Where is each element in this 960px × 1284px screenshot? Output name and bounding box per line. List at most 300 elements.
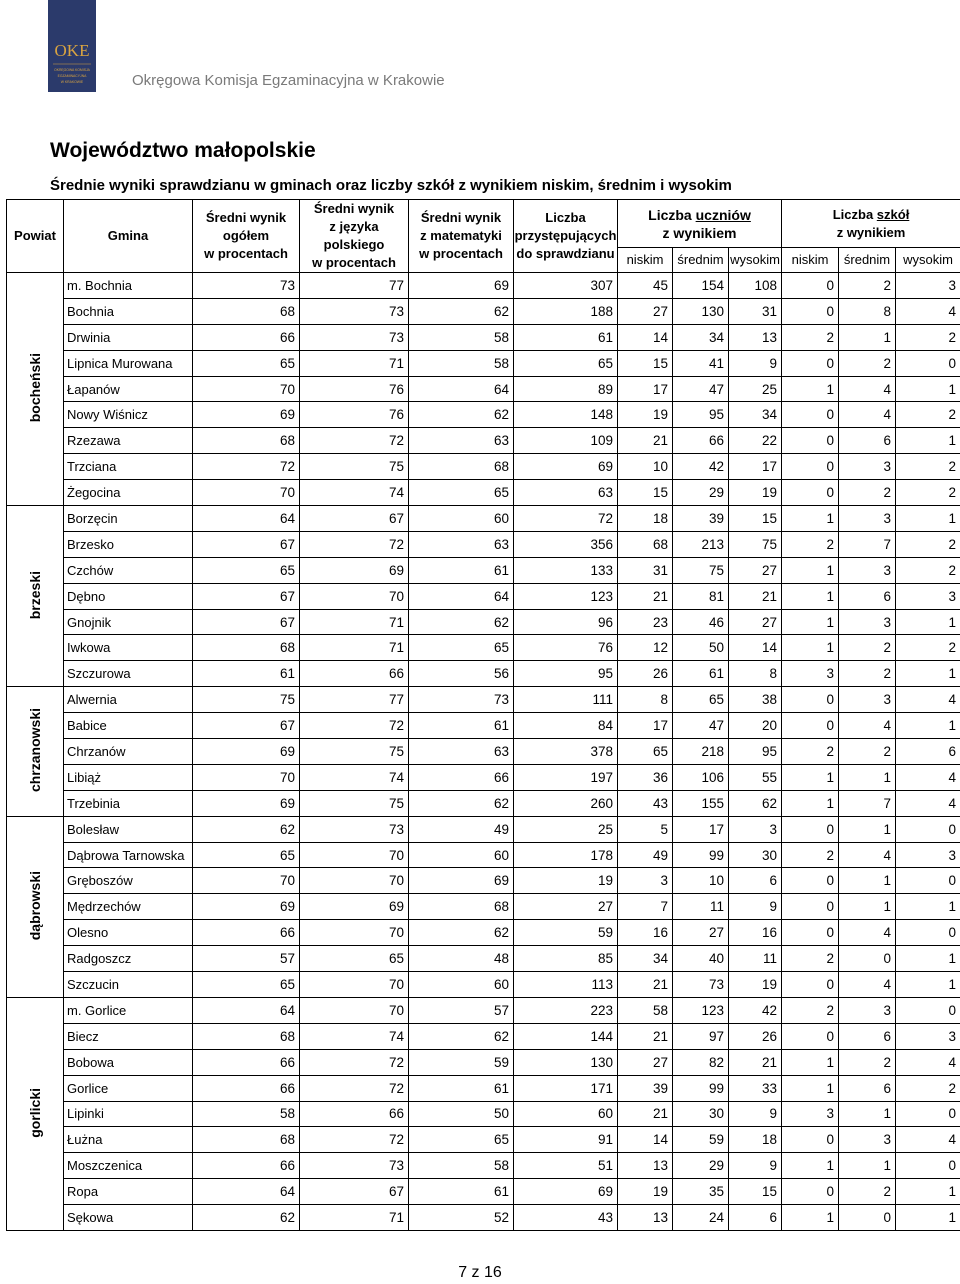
value-cell: 73 — [409, 687, 514, 713]
value-cell: 19 — [514, 868, 618, 894]
value-cell: 43 — [514, 1205, 618, 1231]
value-cell: 65 — [193, 557, 300, 583]
value-cell: 57 — [409, 997, 514, 1023]
value-cell: 155 — [673, 790, 729, 816]
gmina-name: Biecz — [64, 1023, 193, 1049]
svg-text:EGZAMINACYJNA: EGZAMINACYJNA — [57, 74, 87, 78]
gmina-name: Nowy Wiśnicz — [64, 402, 193, 428]
value-cell: 62 — [409, 1023, 514, 1049]
gmina-name: Ropa — [64, 1179, 193, 1205]
value-cell: 2 — [896, 531, 960, 557]
value-cell: 0 — [896, 868, 960, 894]
value-cell: 27 — [729, 609, 782, 635]
value-cell: 62 — [409, 920, 514, 946]
subheader-schools-mid: średnim — [839, 248, 896, 273]
value-cell: 4 — [896, 1127, 960, 1153]
value-cell: 73 — [193, 273, 300, 299]
value-cell: 62 — [409, 402, 514, 428]
value-cell: 0 — [782, 454, 839, 480]
powiat-cell — [7, 273, 64, 506]
gmina-name: Łużna — [64, 1127, 193, 1153]
value-cell: 4 — [839, 972, 896, 998]
gmina-name: Czchów — [64, 557, 193, 583]
value-cell: 69 — [193, 894, 300, 920]
value-cell: 4 — [896, 687, 960, 713]
table-row — [7, 1101, 960, 1127]
value-cell: 66 — [300, 661, 409, 687]
value-cell: 0 — [896, 1153, 960, 1179]
value-cell: 39 — [618, 1075, 673, 1101]
value-cell: 84 — [514, 713, 618, 739]
value-cell: 65 — [409, 480, 514, 506]
value-cell: 29 — [673, 480, 729, 506]
value-cell: 74 — [300, 480, 409, 506]
value-cell: 72 — [300, 531, 409, 557]
value-cell: 1 — [896, 376, 960, 402]
value-cell: 4 — [839, 842, 896, 868]
value-cell: 3 — [782, 1101, 839, 1127]
value-cell: 75 — [673, 557, 729, 583]
table-row — [7, 764, 960, 790]
value-cell: 75 — [300, 739, 409, 765]
value-cell: 67 — [193, 713, 300, 739]
subheader-students-mid: średnim — [673, 248, 729, 273]
value-cell: 21 — [618, 583, 673, 609]
value-cell: 21 — [618, 1023, 673, 1049]
value-cell: 36 — [618, 764, 673, 790]
value-cell: 9 — [729, 894, 782, 920]
value-cell: 51 — [514, 1153, 618, 1179]
value-cell: 61 — [673, 661, 729, 687]
value-cell: 21 — [729, 1049, 782, 1075]
value-cell: 1 — [839, 1101, 896, 1127]
value-cell: 0 — [782, 868, 839, 894]
value-cell: 1 — [839, 324, 896, 350]
value-cell: 378 — [514, 739, 618, 765]
value-cell: 62 — [409, 298, 514, 324]
gmina-name: m. Gorlice — [64, 997, 193, 1023]
value-cell: 1 — [896, 894, 960, 920]
powiat-cell — [7, 997, 64, 1230]
value-cell: 144 — [514, 1023, 618, 1049]
value-cell: 30 — [729, 842, 782, 868]
value-cell: 2 — [896, 480, 960, 506]
value-cell: 16 — [729, 920, 782, 946]
value-cell: 76 — [514, 635, 618, 661]
value-cell: 13 — [618, 1153, 673, 1179]
gmina-name: Bochnia — [64, 298, 193, 324]
table-row — [7, 997, 960, 1023]
value-cell: 65 — [193, 842, 300, 868]
value-cell: 27 — [729, 557, 782, 583]
value-cell: 42 — [729, 997, 782, 1023]
subheader-students-low: niskim — [618, 248, 673, 273]
value-cell: 14 — [618, 1127, 673, 1153]
value-cell: 19 — [729, 972, 782, 998]
value-cell: 1 — [782, 1075, 839, 1101]
value-cell: 52 — [409, 1205, 514, 1231]
value-cell: 197 — [514, 764, 618, 790]
gmina-name: Chrzanów — [64, 739, 193, 765]
value-cell: 260 — [514, 790, 618, 816]
value-cell: 1 — [896, 946, 960, 972]
value-cell: 25 — [729, 376, 782, 402]
value-cell: 68 — [193, 1127, 300, 1153]
value-cell: 123 — [514, 583, 618, 609]
value-cell: 70 — [300, 920, 409, 946]
value-cell: 307 — [514, 273, 618, 299]
header-students: Liczba uczniów z wynikiem — [618, 200, 782, 248]
value-cell: 4 — [839, 920, 896, 946]
powiat-name: gorlicki — [27, 1087, 43, 1138]
value-cell: 62 — [409, 609, 514, 635]
value-cell: 1 — [839, 1153, 896, 1179]
value-cell: 0 — [782, 920, 839, 946]
value-cell: 70 — [300, 972, 409, 998]
value-cell: 0 — [896, 350, 960, 376]
value-cell: 23 — [618, 609, 673, 635]
value-cell: 0 — [896, 920, 960, 946]
value-cell: 7 — [618, 894, 673, 920]
value-cell: 59 — [514, 920, 618, 946]
value-cell: 16 — [618, 920, 673, 946]
table-row — [7, 790, 960, 816]
value-cell: 69 — [193, 402, 300, 428]
value-cell: 4 — [896, 764, 960, 790]
value-cell: 0 — [782, 273, 839, 299]
value-cell: 68 — [193, 1023, 300, 1049]
value-cell: 40 — [673, 946, 729, 972]
value-cell: 3 — [839, 506, 896, 532]
gmina-name: Moszczenica — [64, 1153, 193, 1179]
table-row — [7, 842, 960, 868]
header-avg-math: Średni wynik z matematyki w procentach — [409, 200, 514, 273]
value-cell: 223 — [514, 997, 618, 1023]
value-cell: 65 — [514, 350, 618, 376]
value-cell: 2 — [782, 997, 839, 1023]
value-cell: 74 — [300, 764, 409, 790]
table-row — [7, 480, 960, 506]
gmina-name: Szczurowa — [64, 661, 193, 687]
value-cell: 8 — [729, 661, 782, 687]
value-cell: 68 — [193, 428, 300, 454]
value-cell: 4 — [896, 1049, 960, 1075]
value-cell: 213 — [673, 531, 729, 557]
value-cell: 2 — [896, 324, 960, 350]
gmina-name: Iwkowa — [64, 635, 193, 661]
value-cell: 19 — [618, 402, 673, 428]
value-cell: 2 — [782, 324, 839, 350]
value-cell: 58 — [618, 997, 673, 1023]
value-cell: 0 — [782, 894, 839, 920]
value-cell: 69 — [300, 894, 409, 920]
value-cell: 58 — [409, 324, 514, 350]
value-cell: 1 — [896, 609, 960, 635]
value-cell: 68 — [618, 531, 673, 557]
value-cell: 106 — [673, 764, 729, 790]
value-cell: 61 — [514, 324, 618, 350]
value-cell: 62 — [729, 790, 782, 816]
value-cell: 19 — [618, 1179, 673, 1205]
value-cell: 61 — [409, 713, 514, 739]
value-cell: 34 — [618, 946, 673, 972]
value-cell: 15 — [618, 480, 673, 506]
header-avg-total: Średni wynik ogółem w procentach — [193, 200, 300, 273]
value-cell: 7 — [839, 531, 896, 557]
value-cell: 89 — [514, 376, 618, 402]
value-cell: 75 — [300, 790, 409, 816]
value-cell: 1 — [782, 1049, 839, 1075]
table-row — [7, 946, 960, 972]
value-cell: 1 — [782, 376, 839, 402]
gmina-name: Borzęcin — [64, 506, 193, 532]
value-cell: 25 — [514, 816, 618, 842]
value-cell: 72 — [300, 1127, 409, 1153]
table-row — [7, 583, 960, 609]
value-cell: 55 — [729, 764, 782, 790]
table-row — [7, 376, 960, 402]
gmina-name: Żegocina — [64, 480, 193, 506]
organization-name: Okręgowa Komisja Egzaminacyjna w Krakowie — [132, 72, 445, 89]
value-cell: 58 — [409, 350, 514, 376]
value-cell: 26 — [729, 1023, 782, 1049]
value-cell: 6 — [729, 868, 782, 894]
value-cell: 0 — [896, 997, 960, 1023]
value-cell: 6 — [839, 1075, 896, 1101]
value-cell: 18 — [618, 506, 673, 532]
powiat-cell — [7, 687, 64, 816]
table-row — [7, 454, 960, 480]
value-cell: 0 — [782, 713, 839, 739]
value-cell: 1 — [782, 1153, 839, 1179]
powiat-cell — [7, 506, 64, 687]
value-cell: 27 — [514, 894, 618, 920]
value-cell: 3 — [896, 1023, 960, 1049]
value-cell: 68 — [193, 298, 300, 324]
value-cell: 2 — [896, 557, 960, 583]
table-row — [7, 350, 960, 376]
value-cell: 1 — [896, 661, 960, 687]
value-cell: 13 — [729, 324, 782, 350]
table-row — [7, 273, 960, 299]
value-cell: 5 — [618, 816, 673, 842]
value-cell: 1 — [782, 635, 839, 661]
value-cell: 62 — [193, 816, 300, 842]
table-row — [7, 1153, 960, 1179]
svg-text:W KRAKOWIE: W KRAKOWIE — [60, 80, 84, 84]
table-row — [7, 402, 960, 428]
value-cell: 0 — [896, 1101, 960, 1127]
value-cell: 69 — [514, 1179, 618, 1205]
table-body — [7, 273, 960, 1231]
value-cell: 72 — [300, 1049, 409, 1075]
value-cell: 71 — [300, 609, 409, 635]
header-schools: Liczba szkół z wynikiem — [782, 200, 960, 248]
value-cell: 1 — [896, 506, 960, 532]
value-cell: 4 — [839, 376, 896, 402]
header-avg-polish: Średni wynik z języka polskiego w procentach — [300, 200, 409, 273]
value-cell: 4 — [839, 402, 896, 428]
value-cell: 1 — [896, 428, 960, 454]
value-cell: 21 — [729, 583, 782, 609]
table-row — [7, 739, 960, 765]
gmina-name: Rzezawa — [64, 428, 193, 454]
value-cell: 96 — [514, 609, 618, 635]
value-cell: 20 — [729, 713, 782, 739]
value-cell: 58 — [193, 1101, 300, 1127]
value-cell: 2 — [782, 739, 839, 765]
value-cell: 74 — [300, 1023, 409, 1049]
powiat-name: chrzanowski — [27, 707, 43, 792]
value-cell: 43 — [618, 790, 673, 816]
value-cell: 30 — [673, 1101, 729, 1127]
value-cell: 108 — [729, 273, 782, 299]
subheader-students-high: wysokim — [729, 248, 782, 273]
value-cell: 39 — [673, 506, 729, 532]
table-row — [7, 868, 960, 894]
value-cell: 2 — [896, 454, 960, 480]
table-row — [7, 1049, 960, 1075]
gmina-name: Dębno — [64, 583, 193, 609]
value-cell: 154 — [673, 273, 729, 299]
value-cell: 14 — [729, 635, 782, 661]
table-row — [7, 1205, 960, 1231]
value-cell: 21 — [618, 972, 673, 998]
value-cell: 72 — [514, 506, 618, 532]
value-cell: 70 — [300, 997, 409, 1023]
value-cell: 3 — [839, 454, 896, 480]
value-cell: 0 — [782, 298, 839, 324]
value-cell: 2 — [839, 350, 896, 376]
subheader-schools-low: niskim — [782, 248, 839, 273]
value-cell: 6 — [839, 583, 896, 609]
results-table — [6, 199, 960, 1231]
value-cell: 2 — [896, 1075, 960, 1101]
value-cell: 26 — [618, 661, 673, 687]
value-cell: 0 — [782, 480, 839, 506]
value-cell: 2 — [782, 842, 839, 868]
value-cell: 1 — [839, 764, 896, 790]
value-cell: 0 — [782, 972, 839, 998]
svg-text:OKE: OKE — [54, 41, 90, 60]
value-cell: 72 — [300, 428, 409, 454]
value-cell: 65 — [673, 687, 729, 713]
value-cell: 15 — [729, 506, 782, 532]
value-cell: 57 — [193, 946, 300, 972]
value-cell: 18 — [729, 1127, 782, 1153]
value-cell: 1 — [896, 1179, 960, 1205]
value-cell: 49 — [618, 842, 673, 868]
value-cell: 61 — [193, 661, 300, 687]
value-cell: 63 — [409, 531, 514, 557]
value-cell: 61 — [409, 1179, 514, 1205]
gmina-name: Lipnica Murowana — [64, 350, 193, 376]
value-cell: 21 — [618, 428, 673, 454]
powiat-name: brzeski — [27, 570, 43, 619]
value-cell: 67 — [300, 506, 409, 532]
value-cell: 1 — [896, 1205, 960, 1231]
header-powiat: Powiat — [7, 200, 64, 273]
value-cell: 0 — [782, 1023, 839, 1049]
value-cell: 2 — [896, 402, 960, 428]
gmina-name: Dąbrowa Tarnowska — [64, 842, 193, 868]
value-cell: 1 — [782, 557, 839, 583]
value-cell: 27 — [673, 920, 729, 946]
value-cell: 4 — [839, 713, 896, 739]
value-cell: 69 — [193, 739, 300, 765]
gmina-name: Bobowa — [64, 1049, 193, 1075]
value-cell: 2 — [839, 661, 896, 687]
table-row — [7, 920, 960, 946]
value-cell: 73 — [673, 972, 729, 998]
value-cell: 41 — [673, 350, 729, 376]
gmina-name: Łapanów — [64, 376, 193, 402]
value-cell: 75 — [193, 687, 300, 713]
table-row — [7, 972, 960, 998]
value-cell: 3 — [782, 661, 839, 687]
value-cell: 77 — [300, 687, 409, 713]
value-cell: 71 — [300, 350, 409, 376]
value-cell: 111 — [514, 687, 618, 713]
value-cell: 69 — [514, 454, 618, 480]
value-cell: 1 — [839, 894, 896, 920]
page-number: 7 z 16 — [458, 1264, 502, 1281]
value-cell: 15 — [729, 1179, 782, 1205]
value-cell: 3 — [896, 842, 960, 868]
value-cell: 67 — [193, 583, 300, 609]
value-cell: 9 — [729, 350, 782, 376]
gmina-name: Brzesko — [64, 531, 193, 557]
header-gmina: Gmina — [64, 200, 193, 273]
value-cell: 1 — [896, 972, 960, 998]
table-row — [7, 1075, 960, 1101]
value-cell: 59 — [409, 1049, 514, 1075]
value-cell: 31 — [729, 298, 782, 324]
value-cell: 62 — [193, 1205, 300, 1231]
value-cell: 24 — [673, 1205, 729, 1231]
powiat-name: dąbrowski — [27, 870, 43, 940]
value-cell: 66 — [193, 920, 300, 946]
value-cell: 2 — [896, 635, 960, 661]
value-cell: 69 — [300, 557, 409, 583]
value-cell: 2 — [839, 273, 896, 299]
gmina-name: Olesno — [64, 920, 193, 946]
value-cell: 68 — [193, 635, 300, 661]
gmina-name: Sękowa — [64, 1205, 193, 1231]
table-row — [7, 687, 960, 713]
value-cell: 6 — [729, 1205, 782, 1231]
value-cell: 63 — [409, 739, 514, 765]
value-cell: 60 — [409, 972, 514, 998]
value-cell: 71 — [300, 635, 409, 661]
value-cell: 1 — [896, 713, 960, 739]
value-cell: 65 — [409, 635, 514, 661]
value-cell: 65 — [193, 350, 300, 376]
value-cell: 2 — [839, 1179, 896, 1205]
value-cell: 0 — [782, 1127, 839, 1153]
value-cell: 4 — [896, 298, 960, 324]
powiat-name: bocheński — [27, 352, 43, 423]
value-cell: 63 — [409, 428, 514, 454]
value-cell: 60 — [409, 506, 514, 532]
value-cell: 0 — [782, 350, 839, 376]
value-cell: 70 — [193, 376, 300, 402]
value-cell: 72 — [193, 454, 300, 480]
value-cell: 68 — [409, 454, 514, 480]
header-count: Liczba przystępujących do sprawdzianu — [514, 200, 618, 273]
value-cell: 3 — [729, 816, 782, 842]
gmina-name: m. Bochnia — [64, 273, 193, 299]
